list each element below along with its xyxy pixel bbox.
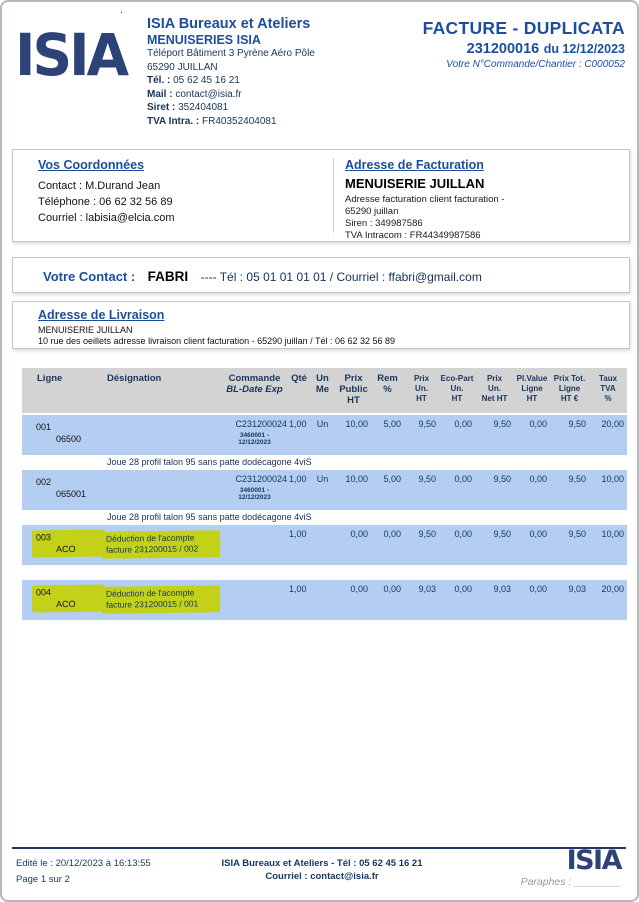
cell-qte: 1,00 xyxy=(289,474,307,484)
cell-prix-un-ht: 9,50 xyxy=(418,474,436,484)
cell-ligne xyxy=(22,415,102,455)
footer-left-block xyxy=(16,856,151,888)
delivery-customer-name: MENUISERIE JUILLAN xyxy=(38,325,133,335)
column-header: Commande BL-Date Exp xyxy=(226,373,283,395)
coordinates-billing-box xyxy=(12,149,630,242)
cell-prix-un-ht: 9,50 xyxy=(418,419,436,429)
column-header: Taux TVA % xyxy=(598,374,618,403)
ligne-code: 065001 xyxy=(56,489,87,499)
designation-highlight-area xyxy=(102,585,220,614)
cell-prix-public: 0,00 xyxy=(350,584,368,594)
row-description: Joue 28 profil talon 95 sans patte dodécagone 4viS xyxy=(22,455,627,470)
cell-designation xyxy=(102,580,220,620)
coordinates-contact: Contact : M.Durand Jean xyxy=(38,180,161,192)
cell-commande xyxy=(220,415,289,455)
company-subname: MENUISERIES ISIA xyxy=(147,33,261,47)
cell-prix-un-net: 9,50 xyxy=(493,474,511,484)
billing-customer-name: MENUISERIE JUILLAN xyxy=(345,176,485,191)
cell-prix-public: 10,00 xyxy=(345,474,368,484)
table-row xyxy=(22,470,627,510)
ligne-highlight-area xyxy=(32,530,104,558)
footer-logo: ISIA xyxy=(566,845,621,876)
cell-ligne xyxy=(22,470,102,510)
company-name: ISIA Bureaux et Ateliers xyxy=(147,16,311,32)
column-header: Ligne xyxy=(37,373,63,384)
invoice-number-line xyxy=(345,40,625,58)
mail-label: Mail : xyxy=(147,88,173,100)
ligne-code: 06500 xyxy=(56,434,82,444)
designation-line1: Déduction de l'acompte xyxy=(105,532,195,544)
cell-prix-un-ht: 9,03 xyxy=(418,584,436,594)
footer-paraphes: Paraphes : ________ xyxy=(520,876,621,888)
delivery-box xyxy=(12,301,630,349)
vertical-divider xyxy=(333,158,334,233)
billing-address-line2: 65290 juillan xyxy=(345,206,399,217)
ligne-highlight-area xyxy=(32,585,104,613)
cell-commande xyxy=(220,525,289,565)
phone-value: 05 62 45 16 21 xyxy=(173,75,240,86)
cell-remise: 0,00 xyxy=(383,584,401,594)
cell-pl-value: 0,00 xyxy=(529,584,547,594)
bl-date: 12/12/2023 xyxy=(238,494,271,501)
contact-bar-label: Votre Contact : xyxy=(43,269,136,284)
column-header: Prix Un. HT xyxy=(413,374,430,403)
tva-label: TVA Intra. : xyxy=(147,115,200,127)
contact-bar-details: ---- Tél : 05 01 01 01 01 / Courriel : ffabri@gmail.com xyxy=(200,270,482,284)
company-tva xyxy=(147,115,315,129)
designation-line1: Déduction de l'acompte xyxy=(105,587,195,599)
cell-prix-public: 10,00 xyxy=(345,419,368,429)
designation-highlight-area xyxy=(102,530,220,559)
company-phone xyxy=(147,74,315,88)
ligne-number: 002 xyxy=(36,477,52,487)
company-address-line1: Téléport Bâtiment 3 Pyrène Aéro Pôle xyxy=(147,48,315,59)
cell-qte: 1,00 xyxy=(289,529,307,539)
cell-taux-tva: 10,00 xyxy=(601,529,624,539)
column-header: Rem % xyxy=(377,373,398,395)
column-header: Un Me xyxy=(315,373,330,395)
cell-commande xyxy=(220,580,289,620)
footer-center-block xyxy=(162,857,482,883)
cell-prix-total: 9,50 xyxy=(568,474,586,484)
ligne-highlight-area xyxy=(32,420,109,447)
cell-eco-part: 0,00 xyxy=(454,419,472,429)
tva-value: FR40352404081 xyxy=(202,115,277,127)
cell-designation xyxy=(102,525,220,565)
invoice-table xyxy=(22,368,627,635)
cell-prix-un-net: 9,50 xyxy=(493,419,511,429)
bl-date: 12/12/2023 xyxy=(238,439,271,446)
footer-company-line: ISIA Bureaux et Ateliers - Tél : 05 62 45 16 21 xyxy=(221,858,423,869)
invoice-table-body xyxy=(22,415,627,635)
cell-prix-total: 9,50 xyxy=(568,419,586,429)
cell-remise: 5,00 xyxy=(383,419,401,429)
coordinates-title: Vos Coordonnées xyxy=(38,158,145,172)
row-description xyxy=(22,565,627,580)
coordinates-phone: Téléphone : 06 62 32 56 89 xyxy=(38,196,173,208)
bl-number: 3460001 - xyxy=(239,432,270,439)
footer-divider-line xyxy=(12,847,626,849)
stray-dot: . xyxy=(120,4,124,16)
row-description xyxy=(22,620,627,635)
cell-prix-public: 0,00 xyxy=(350,529,368,539)
ligne-number: 004 xyxy=(35,587,52,598)
cell-prix-total: 9,03 xyxy=(568,584,586,594)
cell-taux-tva: 20,00 xyxy=(601,584,624,594)
column-header: Pl.Value Ligne HT xyxy=(516,374,548,403)
designation-highlight-area xyxy=(102,479,120,484)
coordinates-email: Courriel : labisia@elcia.com xyxy=(38,212,175,224)
row-description: Joue 28 profil talon 95 sans patte dodécagone 4viS xyxy=(22,510,627,525)
cell-remise: 0,00 xyxy=(383,529,401,539)
cell-ligne xyxy=(22,525,102,565)
siret-value: 352404081 xyxy=(178,102,229,113)
delivery-title: Adresse de Livraison xyxy=(38,308,165,322)
mail-value: contact@isia.fr xyxy=(175,88,242,100)
invoice-title-block xyxy=(345,18,625,70)
invoice-order-ref: Votre N°Commande/Chantier : C000052 xyxy=(446,59,625,70)
delivery-address-line: 10 rue des oeillets adresse livraison client facturation - 65290 juillan / Tél : 06 62 32 56 89 xyxy=(38,336,396,346)
column-header: Prix Un. Net HT xyxy=(481,374,508,403)
cell-designation xyxy=(102,470,220,510)
contact-bar-line xyxy=(43,268,482,286)
company-mail xyxy=(147,88,315,102)
company-info-block xyxy=(147,16,315,128)
cell-pl-value: 0,00 xyxy=(529,474,547,484)
billing-address-line1: Adresse facturation client facturation - xyxy=(345,194,505,205)
cell-unite xyxy=(309,525,336,565)
column-header: Désignation xyxy=(107,373,162,384)
table-row xyxy=(22,580,627,620)
company-address-line2: 65290 JUILLAN xyxy=(147,61,218,73)
cell-prix-un-net: 9,50 xyxy=(493,529,511,539)
cell-qte: 1,00 xyxy=(289,419,307,429)
billing-section xyxy=(345,158,504,242)
ligne-number: 001 xyxy=(36,422,52,432)
cell-pl-value: 0,00 xyxy=(529,419,547,429)
billing-tva-intracom: TVA Intracom : FR44349987586 xyxy=(345,230,481,241)
table-row xyxy=(22,525,627,565)
cell-prix-un-ht: 9,50 xyxy=(418,529,436,539)
bl-number: 3460001 - xyxy=(239,487,270,494)
cell-taux-tva: 20,00 xyxy=(601,419,624,429)
company-siret xyxy=(147,101,315,115)
commande-number: C231200024 xyxy=(235,474,287,484)
designation-line2: facture 231200015 / 001 xyxy=(105,598,199,610)
footer-email-line: Courriel : contact@isia.fr xyxy=(265,871,379,882)
cell-designation xyxy=(102,415,220,455)
cell-taux-tva: 10,00 xyxy=(601,474,624,484)
cell-eco-part: 0,00 xyxy=(454,529,472,539)
footer-edited-date: Edité le : 20/12/2023 à 16:13:55 xyxy=(16,858,151,869)
cell-ligne xyxy=(22,580,102,620)
invoice-date: du 12/12/2023 xyxy=(543,42,625,56)
coordinates-section xyxy=(38,158,175,226)
cell-commande xyxy=(220,470,289,510)
cell-qte: 1,00 xyxy=(289,584,307,594)
commande-number: C231200024 xyxy=(235,419,287,429)
cell-remise: 5,00 xyxy=(383,474,401,484)
table-row xyxy=(22,415,627,455)
ligne-code: ACO xyxy=(56,598,76,610)
column-header: Prix Tot. Ligne HT € xyxy=(553,374,586,403)
contact-bar-name: FABRI xyxy=(147,269,189,284)
column-header: Eco-Part Un. HT xyxy=(440,374,474,403)
company-logo: ISIA xyxy=(15,21,127,89)
cell-eco-part: 0,00 xyxy=(454,584,472,594)
cell-pl-value: 0,00 xyxy=(529,529,547,539)
cell-unite: Un xyxy=(316,419,329,429)
column-header: Prix Public HT xyxy=(339,373,368,406)
ligne-number: 003 xyxy=(35,532,52,543)
invoice-title: FACTURE - DUPLICATA xyxy=(422,18,625,38)
cell-prix-total: 9,50 xyxy=(568,529,586,539)
phone-label: Tél. : xyxy=(147,75,171,86)
invoice-table-header xyxy=(22,368,627,413)
cell-prix-un-net: 9,03 xyxy=(493,584,511,594)
cell-eco-part: 0,00 xyxy=(454,474,472,484)
designation-highlight-area xyxy=(102,424,120,429)
cell-unite xyxy=(309,580,336,620)
column-header: Qté xyxy=(291,373,307,384)
ligne-code: ACO xyxy=(56,543,76,555)
siret-label: Siret : xyxy=(147,102,176,113)
cell-unite: Un xyxy=(316,474,329,484)
contact-bar-box xyxy=(12,257,630,293)
footer-page-number: Page 1 sur 2 xyxy=(16,874,70,885)
billing-siren: Siren : 349987586 xyxy=(345,218,423,229)
invoice-number: 231200016 xyxy=(466,41,540,57)
designation-line2: facture 231200015 / 002 xyxy=(105,543,199,555)
billing-title: Adresse de Facturation xyxy=(345,158,484,172)
